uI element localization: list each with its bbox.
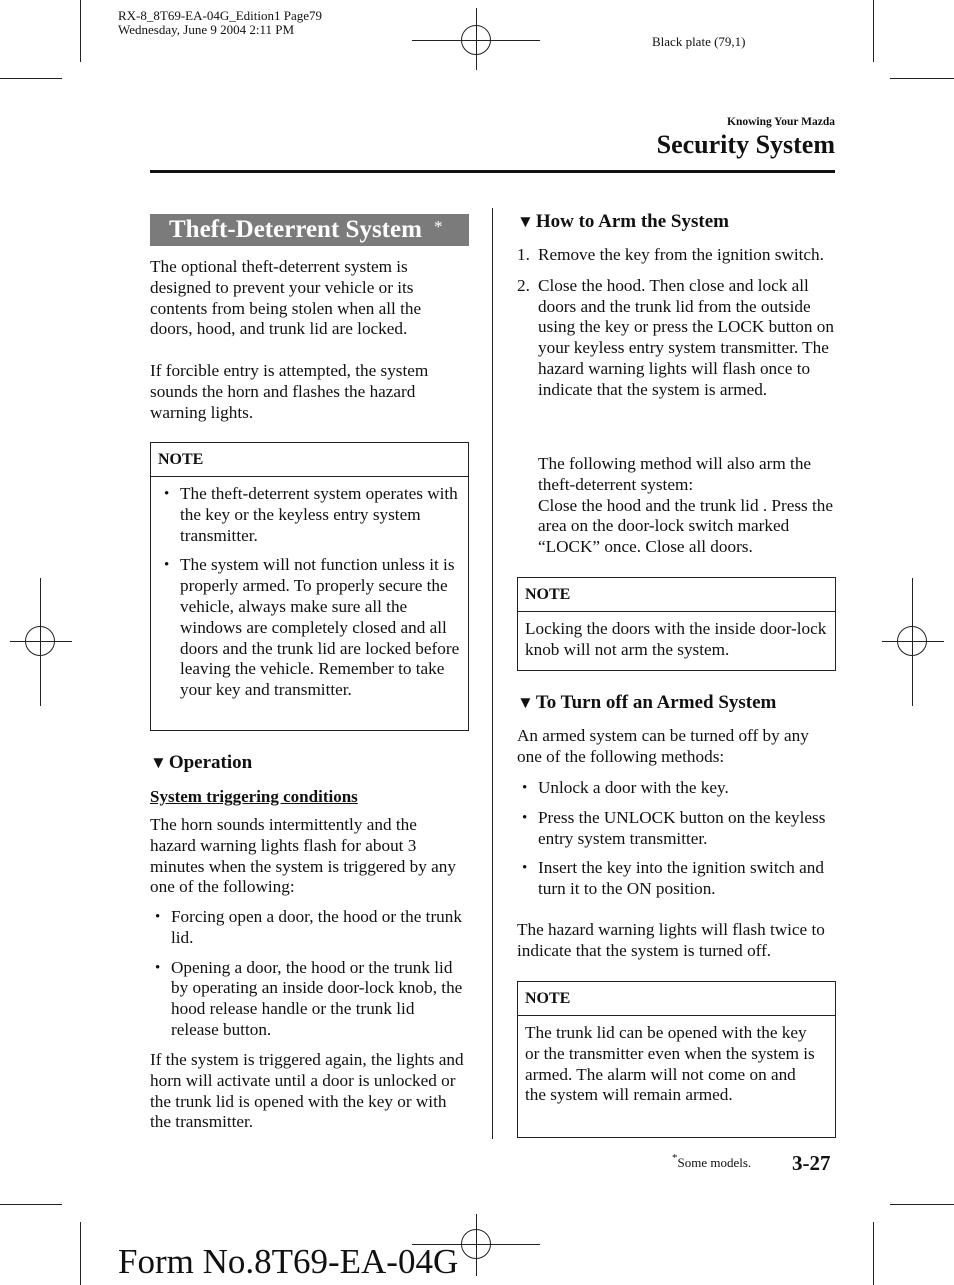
note-box: [150, 442, 469, 731]
step-number: 1.: [517, 245, 530, 264]
footnote: [672, 1152, 751, 1171]
subheading: System triggering conditions: [150, 787, 358, 806]
operation-closing: If the system is triggered again, the lights and horn will activate until a door is unlocked or the trunk lid is opened with the key or with the transmitter.: [150, 1050, 464, 1132]
triangle-down-icon: ▼: [517, 693, 534, 712]
form-number: Form No.8T69-EA-04G: [118, 1242, 459, 1281]
note-body: [151, 477, 468, 717]
crop-mark: [0, 1204, 62, 1205]
trigger-list: [150, 907, 465, 1050]
step-item: [517, 245, 835, 266]
column-divider: [492, 208, 493, 1139]
alt-method: [538, 454, 836, 558]
section-banner: [150, 214, 469, 246]
banner-title: Theft-Deterrent System: [169, 216, 422, 243]
step-text: Remove the key from the ignition switch.: [538, 245, 824, 264]
operation-heading-text: Operation: [168, 752, 253, 773]
note-body: Locking the doors with the inside door-lock knob will not arm the system.: [525, 619, 827, 659]
page-title: Security System: [656, 130, 835, 159]
prepress-date: Wednesday, June 9 2004 2:11 PM: [118, 22, 295, 37]
intro-paragraph-2: If forcible entry is attempted, the system sounds the horn and flashes the hazard warning lights.: [150, 361, 429, 422]
plate-label: Black plate (79,1): [652, 34, 746, 49]
list-item: • Insert the key into the ignition switch and turn it to the ON position.: [517, 858, 835, 900]
crop-mark: [80, 0, 81, 62]
step-number: 2.: [517, 275, 530, 295]
crop-mark: [873, 1222, 874, 1285]
turn-off-closing: The hazard warning lights will flash twice to indicate that the system is turned off.: [517, 920, 825, 960]
note-body: The trunk lid can be opened with the key or the transmitter even when the system is armed. The alarm will not come on and the system will remain armed.: [525, 1023, 815, 1105]
turn-off-heading-text: To Turn off an Armed System: [535, 692, 777, 713]
note-box: [517, 981, 836, 1138]
asterisk-icon: *: [434, 217, 443, 236]
operation-heading: [150, 752, 252, 774]
note-label: NOTE: [151, 443, 468, 477]
section-label: Knowing Your Mazda: [727, 116, 835, 128]
arm-steps: [517, 245, 835, 411]
asterisk-icon: *: [672, 1152, 678, 1164]
crop-mark: [890, 1204, 954, 1205]
note-item: • The theft-deterrent system operates with the key or the keyless entry system transmitter.: [159, 484, 461, 546]
intro-paragraph: The optional theft-deterrent system is designed to prevent your vehicle or its contents from being stolen when all the doors, hood, and trunk lid are locked.: [150, 257, 422, 339]
note-label: NOTE: [518, 982, 835, 1016]
prepress-file: RX-8_8T69-EA-04G_Edition1 Page79: [118, 8, 323, 23]
list-item: • Press the UNLOCK button on the keyless entry system transmitter.: [517, 808, 835, 850]
triangle-down-icon: ▼: [150, 753, 167, 772]
prepress-slug: [118, 9, 322, 37]
operation-paragraph: The horn sounds intermittently and the hazard warning lights flash for about 3 minutes when the system is triggered by any one of the following:: [150, 815, 456, 897]
crop-mark: [873, 0, 874, 62]
footnote-text: Some models.: [677, 1155, 752, 1170]
turn-off-list: [517, 778, 835, 909]
alt-method-intro: The following method will also arm the theft-deterrent system:: [538, 454, 812, 494]
list-item: • Unlock a door with the key.: [517, 778, 835, 799]
crop-mark: [80, 1222, 81, 1285]
page-number: 3-27: [792, 1151, 831, 1175]
header-rule: [150, 170, 835, 173]
crop-mark: [890, 78, 954, 79]
note-item: • The system will not function unless it is properly armed. To properly secure the vehicle, always make sure all the windows are completely closed and all doors and the trunk lid are locked before leaving the vehicle. Remember to take your key and transmitter.: [159, 555, 461, 701]
arm-heading-text: How to Arm the System: [535, 211, 729, 232]
note-label: NOTE: [518, 578, 835, 612]
alt-method-text: Close the hood and the trunk lid . Press the area on the door-lock switch marked “LOCK” once. Close all doors.: [538, 495, 834, 557]
step-text: Close the hood. Then close and lock all doors and the trunk lid from the outside using the key or press the LOCK button on your keyless entry system transmitter. The hazard warning lights will flash once to indicate that the system is armed.: [538, 275, 834, 399]
note-box: [517, 577, 836, 671]
turn-off-paragraph: An armed system can be turned off by any one of the following methods:: [517, 726, 809, 766]
list-item: • Opening a door, the hood or the trunk lid by operating an inside door-lock knob, the hood release handle or the trunk lid release button.: [150, 958, 465, 1041]
list-item: • Forcing open a door, the hood or the trunk lid.: [150, 907, 465, 949]
turn-off-heading: [517, 692, 776, 714]
triangle-down-icon: ▼: [517, 212, 534, 231]
arm-heading: [517, 211, 729, 233]
step-item: [517, 276, 835, 401]
crop-mark: [0, 78, 62, 79]
